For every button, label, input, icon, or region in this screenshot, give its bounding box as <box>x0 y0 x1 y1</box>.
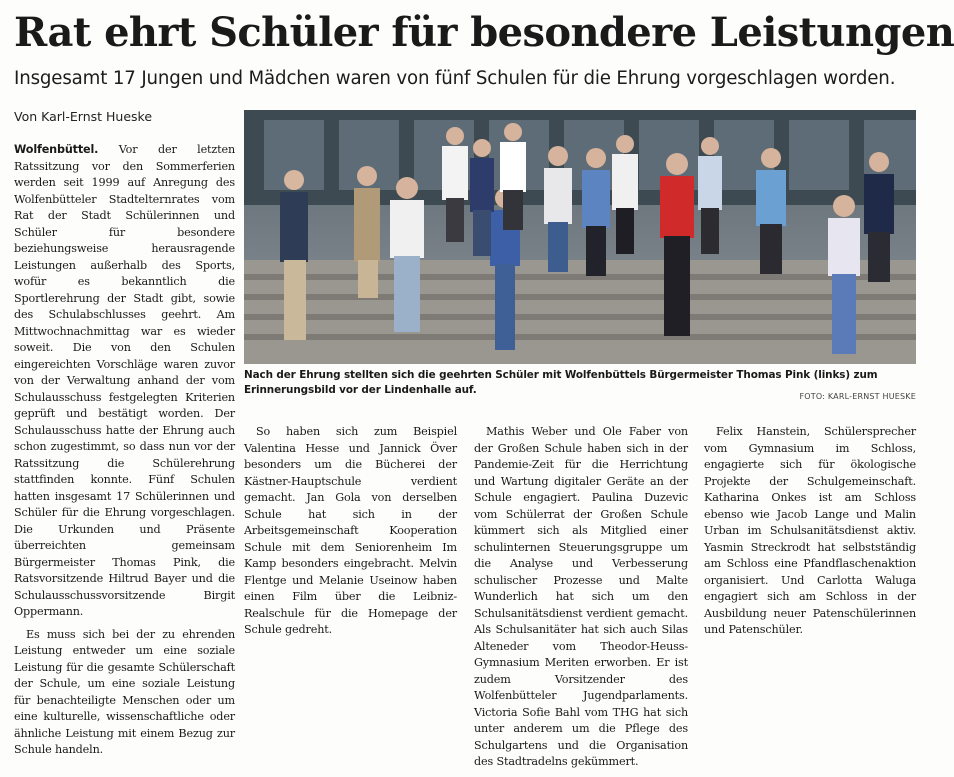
group-photo <box>244 110 916 364</box>
article-column-4 <box>704 424 916 645</box>
byline: Von Karl-Ernst Hueske <box>14 109 153 124</box>
photo-caption: Nach der Ehrung stellten sich die geehrten Schüler mit Wolfenbüttels Bürgermeister Thomas Pink (links) zum Erinnerungsbild vor der Lindenhalle auf. <box>244 369 878 396</box>
photo-credit: FOTO: KARL-ERNST HUESKE <box>799 392 916 401</box>
article-column-2 <box>244 424 457 645</box>
dateline: Wolfenbüttel. <box>14 143 99 156</box>
paragraph-5: Felix Hanstein, Schülersprecher vom Gymnasium im Schloss, engagierte sich für ökologische Projekte der Schulgemeinschaft. Katharina Onkes ist am Schloss ebenso wie Jacob Lange und Malin Urban im Schulsanitätsdienst aktiv. Yasmin Streckrodt hat selbstständig am Schloss eine Pfandflaschenaktion organisiert. Und Carlotta Waluga engagiert sich am Schloss in der Ausbildung neuer Patenschülerinnen und Patenschüler. <box>704 425 916 636</box>
subheadline: Insgesamt 17 Jungen und Mädchen waren von fünf Schulen für die Ehrung vorgeschlagen worden. <box>14 68 896 89</box>
paragraph-4: Mathis Weber und Ole Faber von der Großen Schule haben sich in der Pandemie-Zeit für die Herrichtung und Wartung digitaler Geräte an der Schule engagiert. Paulina Duzevic vom Schülerrat der Großen Schule kümmert sich als Mitglied einer schulinternen Steuerungsgruppe um die Analyse und Verbesserung schulischer Prozesse und Malte Wunderlich hat sich um den Schulsanitätsdienst verdient gemacht. Als Schulsanitäter hat sich auch Silas Alteneder vom Theodor-Heuss-Gymnasium Meriten erworben. Er ist zudem Vorsitzender des Wolfenbütteler Jugendparlaments. Victoria Sofie Bahl vom THG hat sich unter anderem um die Pflege des Schulgartens und die Organisation des Stadtradelns gekümmert. <box>474 425 688 768</box>
paragraph-3: So haben sich zum Beispiel Valentina Hesse und Jannick Över besonders um die Bücherei der Kästner-Hauptschule verdient gemacht. Jan Gola von derselben Schule hat sich in der Arbeitsgemeinschaft Kooperation Schule mit dem Seniorenheim Im Kamp besonders eingebracht. Melvin Flentge und Melanie Useinow haben einen Film über die Leibniz-Realschule für die Homepage der Schule gedreht. <box>244 425 457 636</box>
article-column-3 <box>474 424 688 777</box>
paragraph-1: Vor der letzten Ratssitzung vor den Sommerferien werden seit 1999 auf Anregung des Wolfenbütteler Stadtelternrates vom Rat der Stadt Schülerinnen und Schüler für besondere beziehungsweise herausragende Leistungen außerhalb des Sports, wofür es bekanntlich die Sportlerehrung der Stadt gibt, sowie des Schulabschlusses geehrt. Am Mittwochnachmittag war es wieder soweit. Die von den Schulen eingereichten Vorschläge waren zuvor von der Verwaltung anhand der vom Schulausschuss festgelegten Kriterien geprüft und bestätigt worden. Der Schulausschuss hatte der Ehrung auch schon zugestimmt, so dass nun vor der Ratssitzung die Schülerehrung stattfinden konnte. Fünf Schulen hatten insgesamt 17 Schülerinnen und Schüler für die Ehrung vorgeschlagen. Die Urkunden und Präsente überreichten gemeinsam Bürgermeister Thomas Pink, die Ratsvorsitzende Hiltrud Bayer und die Schulausschussvorsitzende Birgit Oppermann. <box>14 143 235 618</box>
group-photo-illustration <box>244 110 916 364</box>
headline: Rat ehrt Schüler für besondere Leistungen <box>14 9 954 56</box>
paragraph-2 <box>14 627 235 759</box>
paragraph-2-text: Es muss sich bei der zu ehrenden Leistung entweder um eine soziale Leistung für die gesamte Schülerschaft der Schule, um eine soziale Leistung für benachteiligte Menschen oder um eine kulturelle, wissenschaftliche oder ähnliche Leistung mit einem Bezug zur Schule handeln. <box>14 627 235 756</box>
article-column-1 <box>14 142 235 765</box>
